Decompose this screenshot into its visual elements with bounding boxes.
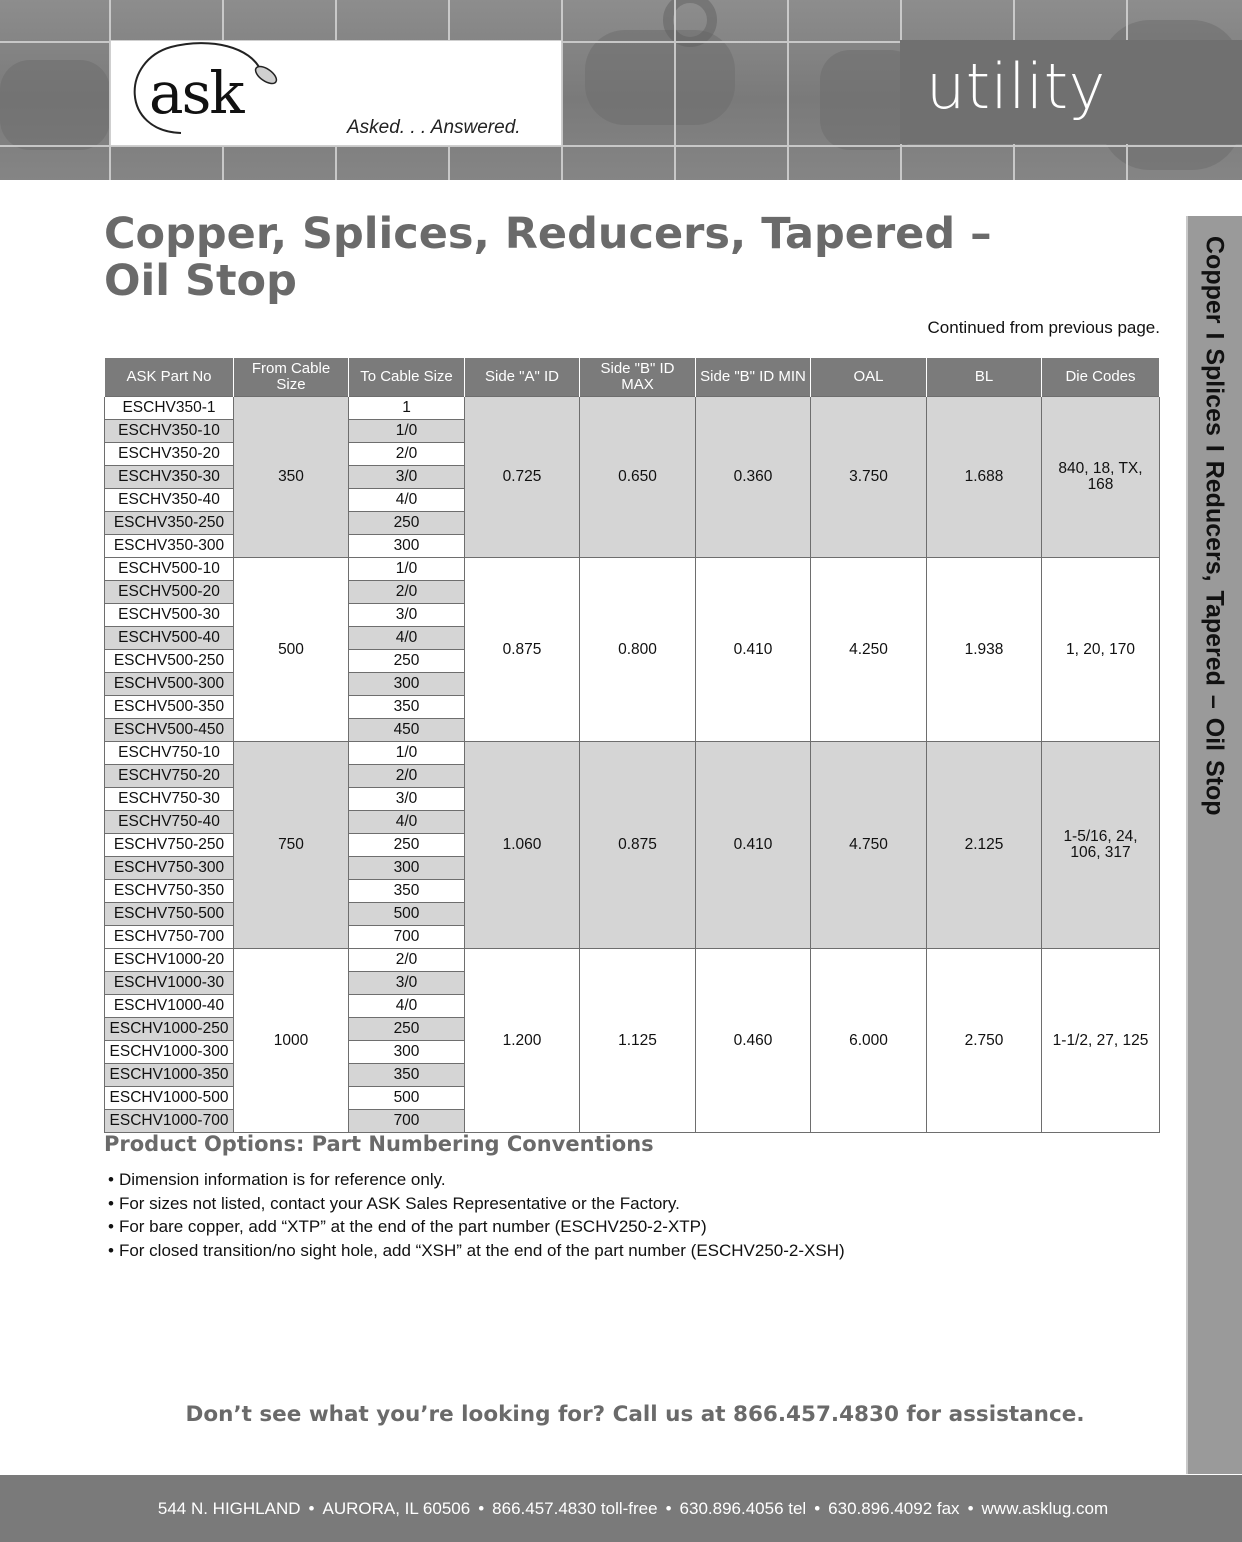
part-number-cell: ESCHV750-700 bbox=[105, 926, 234, 949]
footer-contact bbox=[0, 1499, 1242, 1519]
part-number-cell: ESCHV350-10 bbox=[105, 420, 234, 443]
side-a-id-cell: 1.200 bbox=[465, 949, 580, 1133]
part-number-cell: ESCHV750-250 bbox=[105, 834, 234, 857]
column-header: From Cable Size bbox=[234, 358, 349, 397]
assistance-callout: Don’t see what you’re looking for? Call us at 866.457.4830 for assistance. bbox=[185, 1402, 1085, 1427]
footer-tollfree-link[interactable]: 866.457.4830 toll-free bbox=[492, 1499, 658, 1518]
part-number-cell: ESCHV1000-250 bbox=[105, 1018, 234, 1041]
spec-table-body bbox=[105, 397, 1160, 1133]
side-b-min-cell: 0.410 bbox=[696, 742, 811, 949]
oal-cell: 4.250 bbox=[811, 558, 927, 742]
options-heading: Product Options: Part Numbering Conventions bbox=[104, 1132, 654, 1156]
to-cable-size-cell: 500 bbox=[349, 1087, 465, 1110]
page-title-line-2: Oil Stop bbox=[104, 256, 297, 306]
part-number-cell: ESCHV750-30 bbox=[105, 788, 234, 811]
side-b-max-cell: 0.800 bbox=[580, 558, 696, 742]
part-number-cell: ESCHV500-450 bbox=[105, 719, 234, 742]
part-number-cell: ESCHV750-20 bbox=[105, 765, 234, 788]
side-b-max-cell: 1.125 bbox=[580, 949, 696, 1133]
note-item: • For closed transition/no sight hole, add “XSH” at the end of the part number (ESCHV250-2-XSH) bbox=[108, 1239, 845, 1263]
to-cable-size-cell: 2/0 bbox=[349, 949, 465, 972]
logo-wordmark: ask bbox=[149, 59, 243, 127]
continued-note: Continued from previous page. bbox=[927, 318, 1160, 337]
part-number-cell: ESCHV500-20 bbox=[105, 581, 234, 604]
die-codes-cell: 840, 18, TX, 168 bbox=[1042, 397, 1160, 558]
header-banner bbox=[0, 0, 1242, 180]
column-header: Side "B" ID MIN bbox=[696, 358, 811, 397]
to-cable-size-cell: 250 bbox=[349, 1018, 465, 1041]
part-number-cell: ESCHV350-300 bbox=[105, 535, 234, 558]
die-codes-cell: 1-5/16, 24, 106, 317 bbox=[1042, 742, 1160, 949]
part-number-cell: ESCHV1000-40 bbox=[105, 995, 234, 1018]
column-header: To Cable Size bbox=[349, 358, 465, 397]
part-number-cell: ESCHV750-500 bbox=[105, 903, 234, 926]
part-number-cell: ESCHV500-40 bbox=[105, 627, 234, 650]
footer-separator: • bbox=[814, 1499, 821, 1518]
side-a-id-cell: 0.725 bbox=[465, 397, 580, 558]
part-number-cell: ESCHV500-30 bbox=[105, 604, 234, 627]
from-cable-size-cell: 750 bbox=[234, 742, 349, 949]
part-number-cell: ESCHV500-250 bbox=[105, 650, 234, 673]
oal-cell: 6.000 bbox=[811, 949, 927, 1133]
oal-cell: 4.750 bbox=[811, 742, 927, 949]
section-label-box bbox=[900, 40, 1242, 144]
table-row bbox=[105, 949, 1160, 972]
to-cable-size-cell: 450 bbox=[349, 719, 465, 742]
note-item: • For bare copper, add “XTP” at the end of the part number (ESCHV250-2-XTP) bbox=[108, 1215, 845, 1239]
side-b-max-cell: 0.650 bbox=[580, 397, 696, 558]
footer-separator: • bbox=[967, 1499, 974, 1518]
notes-list bbox=[108, 1168, 845, 1262]
bl-cell: 1.938 bbox=[927, 558, 1042, 742]
to-cable-size-cell: 1 bbox=[349, 397, 465, 420]
to-cable-size-cell: 500 bbox=[349, 903, 465, 926]
part-number-cell: ESCHV1000-30 bbox=[105, 972, 234, 995]
part-number-cell: ESCHV350-20 bbox=[105, 443, 234, 466]
to-cable-size-cell: 1/0 bbox=[349, 558, 465, 581]
bl-cell: 2.125 bbox=[927, 742, 1042, 949]
side-b-max-cell: 0.875 bbox=[580, 742, 696, 949]
to-cable-size-cell: 3/0 bbox=[349, 604, 465, 627]
to-cable-size-cell: 250 bbox=[349, 650, 465, 673]
table-row bbox=[105, 397, 1160, 420]
to-cable-size-cell: 4/0 bbox=[349, 627, 465, 650]
to-cable-size-cell: 350 bbox=[349, 880, 465, 903]
part-number-cell: ESCHV350-250 bbox=[105, 512, 234, 535]
footer-fax: 630.896.4092 fax bbox=[828, 1499, 960, 1518]
to-cable-size-cell: 300 bbox=[349, 1041, 465, 1064]
part-number-cell: ESCHV1000-500 bbox=[105, 1087, 234, 1110]
from-cable-size-cell: 350 bbox=[234, 397, 349, 558]
die-codes-cell: 1-1/2, 27, 125 bbox=[1042, 949, 1160, 1133]
from-cable-size-cell: 500 bbox=[234, 558, 349, 742]
footer-tel-link[interactable]: 630.896.4056 tel bbox=[679, 1499, 807, 1518]
die-codes-cell: 1, 20, 170 bbox=[1042, 558, 1160, 742]
to-cable-size-cell: 300 bbox=[349, 673, 465, 696]
to-cable-size-cell: 350 bbox=[349, 1064, 465, 1087]
footer-website-link[interactable]: www.asklug.com bbox=[981, 1499, 1109, 1518]
note-item: • For sizes not listed, contact your ASK Sales Representative or the Factory. bbox=[108, 1192, 845, 1216]
to-cable-size-cell: 3/0 bbox=[349, 466, 465, 489]
part-number-cell: ESCHV750-300 bbox=[105, 857, 234, 880]
column-header: OAL bbox=[811, 358, 927, 397]
to-cable-size-cell: 250 bbox=[349, 834, 465, 857]
part-number-cell: ESCHV1000-350 bbox=[105, 1064, 234, 1087]
part-number-cell: ESCHV350-30 bbox=[105, 466, 234, 489]
side-b-min-cell: 0.460 bbox=[696, 949, 811, 1133]
footer-separator: • bbox=[308, 1499, 315, 1518]
column-header: ASK Part No bbox=[105, 358, 234, 397]
section-label: utility bbox=[926, 50, 1106, 123]
to-cable-size-cell: 2/0 bbox=[349, 443, 465, 466]
footer-separator: • bbox=[478, 1499, 485, 1518]
from-cable-size-cell: 1000 bbox=[234, 949, 349, 1133]
table-header-row bbox=[105, 358, 1160, 397]
to-cable-size-cell: 700 bbox=[349, 926, 465, 949]
page-title bbox=[104, 211, 1024, 305]
side-a-id-cell: 1.060 bbox=[465, 742, 580, 949]
part-number-cell: ESCHV350-1 bbox=[105, 397, 234, 420]
to-cable-size-cell: 4/0 bbox=[349, 995, 465, 1018]
side-b-min-cell: 0.360 bbox=[696, 397, 811, 558]
company-logo[interactable] bbox=[110, 40, 562, 146]
footer-city: AURORA, IL 60506 bbox=[322, 1499, 471, 1518]
part-number-cell: ESCHV750-10 bbox=[105, 742, 234, 765]
note-item: • Dimension information is for reference only. bbox=[108, 1168, 845, 1192]
table-row bbox=[105, 558, 1160, 581]
bl-cell: 2.750 bbox=[927, 949, 1042, 1133]
to-cable-size-cell: 4/0 bbox=[349, 811, 465, 834]
column-header: Die Codes bbox=[1042, 358, 1160, 397]
footer-separator: • bbox=[665, 1499, 672, 1518]
part-number-cell: ESCHV1000-700 bbox=[105, 1110, 234, 1133]
to-cable-size-cell: 2/0 bbox=[349, 581, 465, 604]
part-number-cell: ESCHV1000-20 bbox=[105, 949, 234, 972]
table-row bbox=[105, 742, 1160, 765]
footer-bar bbox=[0, 1475, 1242, 1542]
side-b-min-cell: 0.410 bbox=[696, 558, 811, 742]
part-number-cell: ESCHV750-40 bbox=[105, 811, 234, 834]
oal-cell: 3.750 bbox=[811, 397, 927, 558]
column-header: Side "B" ID MAX bbox=[580, 358, 696, 397]
to-cable-size-cell: 1/0 bbox=[349, 420, 465, 443]
to-cable-size-cell: 2/0 bbox=[349, 765, 465, 788]
page-title-line-1: Copper, Splices, Reducers, Tapered – bbox=[104, 209, 992, 259]
to-cable-size-cell: 3/0 bbox=[349, 972, 465, 995]
to-cable-size-cell: 300 bbox=[349, 857, 465, 880]
footer-address: 544 N. HIGHLAND bbox=[157, 1499, 301, 1518]
column-header: BL bbox=[927, 358, 1042, 397]
to-cable-size-cell: 250 bbox=[349, 512, 465, 535]
to-cable-size-cell: 350 bbox=[349, 696, 465, 719]
logo-tagline: Asked. . . Answered. bbox=[347, 117, 521, 138]
to-cable-size-cell: 4/0 bbox=[349, 489, 465, 512]
to-cable-size-cell: 3/0 bbox=[349, 788, 465, 811]
part-number-cell: ESCHV350-40 bbox=[105, 489, 234, 512]
side-tab-label: Copper I Splices I Reducers, Tapered – Oil Stop bbox=[1200, 236, 1229, 816]
part-number-cell: ESCHV750-350 bbox=[105, 880, 234, 903]
part-number-cell: ESCHV1000-300 bbox=[105, 1041, 234, 1064]
to-cable-size-cell: 1/0 bbox=[349, 742, 465, 765]
side-a-id-cell: 0.875 bbox=[465, 558, 580, 742]
bl-cell: 1.688 bbox=[927, 397, 1042, 558]
column-header: Side "A" ID bbox=[465, 358, 580, 397]
to-cable-size-cell: 300 bbox=[349, 535, 465, 558]
spec-table bbox=[104, 358, 1160, 1133]
part-number-cell: ESCHV500-350 bbox=[105, 696, 234, 719]
to-cable-size-cell: 700 bbox=[349, 1110, 465, 1133]
part-number-cell: ESCHV500-10 bbox=[105, 558, 234, 581]
part-number-cell: ESCHV500-300 bbox=[105, 673, 234, 696]
